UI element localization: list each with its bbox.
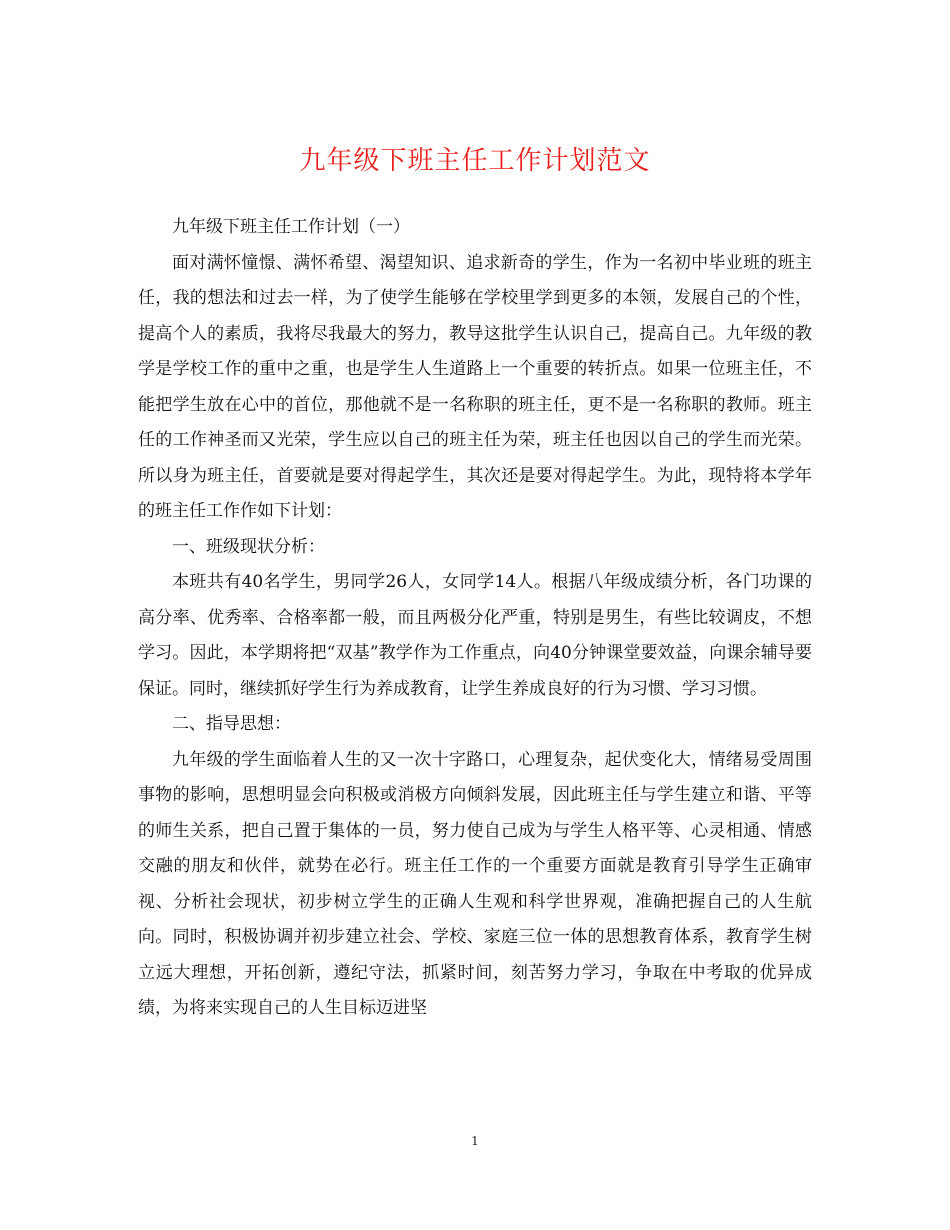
class-status-paragraph: 本班共有40名学生，男同学26人，女同学14人。根据八年级成绩分析，各门功课的高分率、优秀率、合格率都一般，而且两极分化严重，特别是男生，有些比较调皮，不想学习。因此，本学期将把“双基”教学作为工作重点，向40分钟课堂要效益，向课余辅导要保证。同时，继续抓好学生行为养成教育，让学生养成良好的行为习惯、学习习惯。: [138, 572, 812, 699]
document-title: 九年级下班主任工作计划范文: [299, 146, 651, 176]
document-body: [138, 210, 812, 1027]
page-number: 1: [471, 1134, 479, 1148]
section-heading-class-status: 一、班级现状分析：: [172, 536, 325, 557]
intro-paragraph: 面对满怀憧憬、满怀希望、渴望知识、追求新奇的学生，作为一名初中毕业班的班主任，我的想法和过去一样，为了使学生能够在学校里学到更多的本领，发展自己的个性，提高个人的素质，我将尽我最大的努力，教导这批学生认识自己，提高自己。九年级的教学是学校工作的重中之重，也是学生人生道路上一个重要的转折点。如果一位班主任，不能把学生放在心中的首位，那他就不是一名称职的班主任，更不是一名称职的教师。班主任的工作神圣而又光荣，学生应以自己的班主任为荣，班主任也因以自己的学生而光荣。所以身为班主任，首要就是要对得起学生，其次还是要对得起学生。为此，现特将本学年的班主任工作作如下计划：: [138, 252, 812, 521]
section-heading-guiding-thought: 二、指导思想：: [172, 714, 291, 734]
guiding-thought-paragraph: 九年级的学生面临着人生的又一次十字路口，心理复杂，起伏变化大，情绪易受周围事物的影响，思想明显会向积极或消极方向倾斜发展，因此班主任与学生建立和谐、平等的师生关系，把自己置于集体的一员，努力使自己成为与学生人格平等、心灵相通、情感交融的朋友和伙伴，就势在必行。班主任工作的一个重要方面就是教育引导学生正确审视、分析社会现状，初步树立学生的正确人生观和科学世界观，准确把握自己的人生航向。同时，积极协调并初步建立社会、学校、家庭三位一体的思想教育体系，教育学生树立远大理想，开拓创新，遵纪守法，抓紧时间，刻苦努力学习，争取在中考取的优异成绩，为将来实现自己的人生目标迈进坚: [138, 749, 812, 1018]
section-heading-plan-one: 九年级下班主任工作计划（一）: [172, 217, 410, 237]
